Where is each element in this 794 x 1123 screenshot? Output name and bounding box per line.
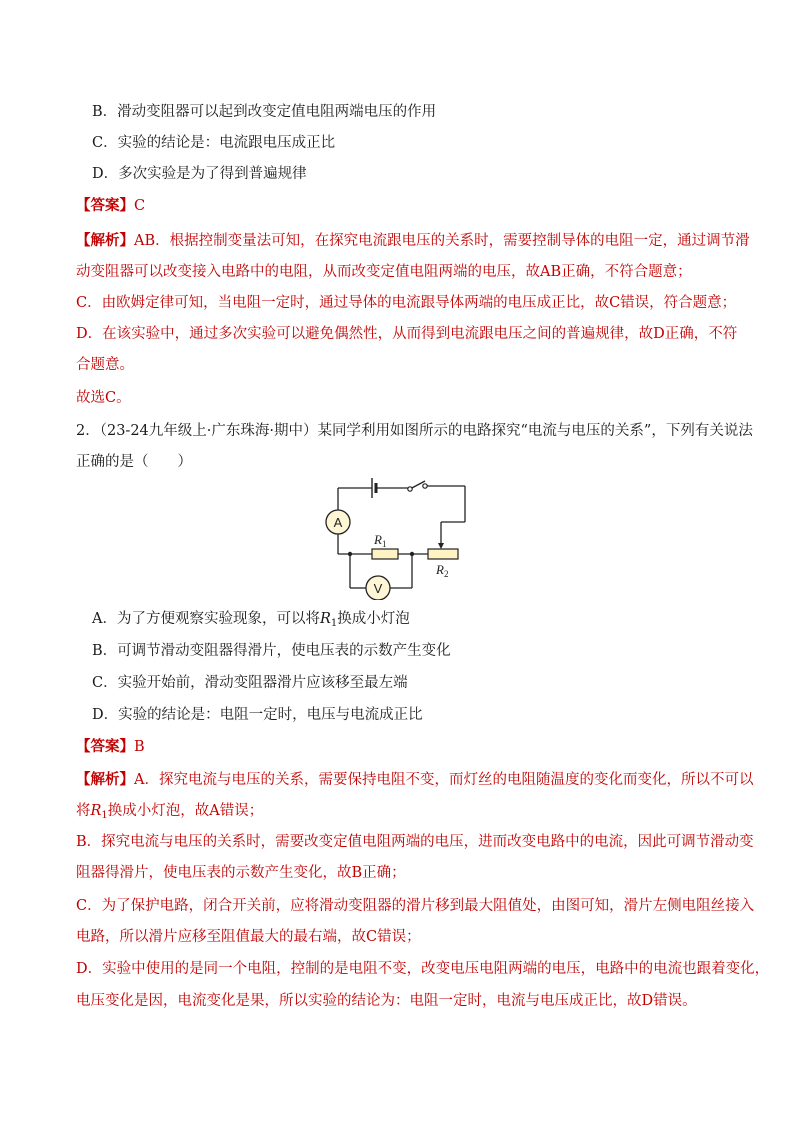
answer-tag: 【答案】: [76, 738, 134, 755]
svg-text:R1: $R_1$: [374, 532, 387, 549]
switch-contact: [408, 487, 412, 491]
answer-tag: 【答案】: [76, 197, 134, 214]
q2-option-d: D．实验的结论是：电阻一定时，电压与电流成正比: [92, 707, 423, 723]
junction-dot: [410, 552, 414, 556]
q2-analysis-line-8: 电压变化是因，电流变化是果，所以实验的结论为：电阻一定时，电流与电压成正比，故D错误。: [76, 993, 697, 1009]
q2-analysis-line-5: C．为了保护电路，闭合开关前，应将滑动变阻器的滑片移到最大阻值处，由图可知，滑片左侧电阻丝接入: [76, 898, 755, 914]
q2-analysis-line-4: 阻器得滑片，使电压表的示数产生变化，故B正确；: [76, 865, 406, 881]
q1-option-b: B．滑动变阻器可以起到改变定值电阻两端电压的作用: [92, 104, 437, 120]
junction-dot: [348, 552, 352, 556]
q1-analysis-line-4: D．在该实验中，通过多次实验可以避免偶然性，从而得到电流跟电压之间的普遍规律，故D正确，不符: [76, 326, 738, 342]
q2-stem-line-1: 2．（23-24九年级上·广东珠海·期中）某同学利用如图所示的电路探究“电流与电压的关系”，下列有关说法: [76, 423, 753, 439]
answer-value: C: [134, 198, 146, 214]
q1-analysis-line-5: 合题意。: [76, 357, 134, 373]
circuit-diagram: [300, 470, 480, 600]
switch-contact: [423, 484, 427, 488]
svg-text:A: A: [333, 515, 343, 530]
svg-text:R2: $R_2$: [436, 562, 449, 579]
q2-analysis-line-6: 电路，所以滑片应移至阻值最大的最右端，故C错误；: [76, 929, 421, 945]
q1-analysis-line-2: 动变阻器可以改变接入电路中的电阻，从而改变定值电阻两端的电压，故AB正确，不符合题意；: [76, 264, 692, 280]
slider-arrow: [438, 543, 444, 549]
rheostat-r2: [428, 549, 458, 559]
q1-answer: [76, 196, 145, 216]
q2-option-b: B．可调节滑动变阻器得滑片，使电压表的示数产生变化: [92, 643, 451, 659]
q1-analysis-line-3: C．由欧姆定律可知，当电阻一定时，通过导体的电流跟导体两端的电压成正比，故C错误，符合题意；: [76, 295, 737, 311]
q2-stem-line-2: 正确的是（ ）: [76, 454, 192, 470]
q2-option-a: A．为了方便观察实验现象，可以将$R_1$换成小灯泡: [92, 611, 410, 629]
q2-analysis-line-1: 【解析】A．探究电流与电压的关系，需要保持电阻不变，而灯丝的电阻随温度的变化而变化，所以不可以: [76, 771, 754, 788]
q2-analysis-line-2: 将$R_1$换成小灯泡，故A错误；: [76, 803, 264, 821]
q2-analysis-line-7: D．实验中使用的是同一个电阻，控制的是电阻不变，改变电压电阻两端的电压，电路中的电流也跟着变化，: [76, 961, 770, 977]
analysis-tag: 【解析】: [76, 232, 134, 249]
analysis-tag: 【解析】: [76, 771, 134, 788]
q2-analysis-line-3: B．探究电流与电压的关系时，需要改变定值电阻两端的电压，进而改变电路中的电流，因此可调节滑动变: [76, 834, 754, 850]
resistor-r1: [372, 549, 398, 559]
q1-analysis-line-6: 故选C。: [76, 390, 131, 406]
svg-text:V: V: [373, 581, 383, 596]
q2-answer: [76, 737, 145, 757]
answer-value: B: [134, 739, 145, 755]
q2-option-c: C．实验开始前，滑动变阻器滑片应该移至最左端: [92, 675, 408, 691]
q1-option-c: C．实验的结论是：电流跟电压成正比: [92, 135, 336, 151]
q1-option-d: D．多次实验是为了得到普遍规律: [92, 166, 307, 182]
q1-analysis-line-1: 【解析】AB．根据控制变量法可知，在探究电流跟电压的关系时，需要控制导体的电阻一定，通过调节滑: [76, 232, 750, 249]
battery-icon: [372, 478, 376, 498]
